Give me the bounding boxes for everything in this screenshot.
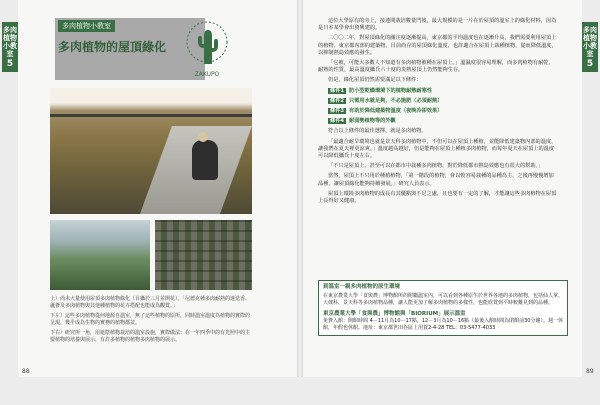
right-chapter-tab	[582, 22, 598, 72]
condition-2-text: 只需用水就足夠，不必施肥（必須耐熱）	[349, 97, 443, 104]
condition-3-tag: 條件3	[330, 108, 344, 115]
article-body	[318, 18, 558, 208]
body-paragraph: 「它被，可能大多數人不知道有多肉植物被種在屋頂上。」溫濕度很容易理解，而多肉植物有耐乾、耐熱的性質，最高溫度攝氏六十度的炎熱屋頂上仍然能夠生存。	[318, 60, 554, 74]
condition-1-text: 防小型乾燥環境下的植物耐熱耐寒性	[349, 87, 433, 94]
body-paragraph: 符合以上條件的最佳選擇，就是多肉植物。	[328, 128, 427, 135]
left-tab-text: 多肉植物小教室	[3, 26, 17, 58]
condition-4-tag: 條件4	[330, 118, 344, 125]
condition-3-text: 有助於降低建築物溫度（夜晚冷卻效果）	[349, 108, 443, 115]
info-body: 在東京農業大學「食與農」博物館所的附屬溫室內，可以看到各種原生於世界各地的多肉植物，包括仙人掌、大戟科、景天科等多肉植物品種，讓人能更加了解多肉植物的多樣性，也能欣賞到平時較難見到的品種。	[323, 293, 564, 306]
rooftop-photo	[50, 88, 252, 214]
body-paragraph: 「不只是屋頂上，甚至可以在都市中栽種多肉植物，對於降低都市熱島效應也有很大的幫助。」	[328, 163, 544, 170]
caption-top: 上）尚未大量使用屋頂多肉植物綠化（目攝於三月並開花）。「尼德克種多肉耐熱的迷迭香、蘆薈及多肉植物與其他種植物的花卉搭配也能成為觀賞。」	[50, 296, 251, 309]
right-tab-text: 多肉植物小教室	[583, 26, 597, 58]
condition-4	[318, 118, 558, 125]
caption-bottom-left: 下左）這些多肉植物從何地源自溫室，無了這些植物的原所，同時溫室溫度為植物的實際的呈現，幾乎成為生物的實務的植物都盆。	[50, 313, 251, 326]
condition-1	[318, 88, 558, 95]
body-paragraph: 二〇〇二年，對屋頂綠化的關注度逐漸提高，東京都的平均溫度也在逐漸升高，我們需要利用屋頂上的植物，東京都內部的建築物，目前尚存的屋頂綠化溫度，也許適合在屋頂上栽種植物，從而降低溫度，以抑制熱島效應的發生。	[318, 35, 557, 56]
condition-1-tag: 條件1	[330, 87, 344, 94]
rooftop-railing	[50, 114, 252, 117]
potted-succulents-photo	[155, 220, 252, 290]
page-gutter	[297, 0, 303, 377]
section-label: 多肉植物小教室	[58, 20, 115, 32]
condition-3	[318, 108, 558, 115]
body-paragraph: 「最適合耐旱環境也就是景天科多肉植物中，不但可以在屋頂上種植，並能降低建築物內部的溫度，讓我們在夏天裡更涼爽。」溫度越高越好，但是能夠在屋頂上種植多肉植物，而每年夏天在屋頂上的溫度可以降低攝氏十度左右。	[318, 138, 557, 160]
body-paragraph: 這位大學原有的旁上，接連間栽培數量門後，最大規模的是一片在於屋頂的溫室上的綠化材料，因為是日本某學會出資興建的。	[318, 18, 557, 32]
condition-4-text: 耐弱勢植物等的外觀	[349, 118, 396, 125]
left-tab-number: 5	[6, 59, 14, 69]
zakupo-logo	[180, 16, 235, 81]
condition-2	[318, 98, 558, 105]
info-heading: 到溫室一親多肉植物的原生環境	[323, 284, 401, 290]
body-paragraph: 屋頂上環境多肉植物的成長有其優點與不足之處，且也要有一定的了解，才能讓這些多肉植物在屋頂上長得好又健康。	[318, 190, 557, 205]
condition-2-tag: 條件2	[330, 97, 344, 104]
gardener-figure	[192, 140, 218, 180]
left-chapter-tab	[2, 22, 18, 72]
info-subheading: 東京農業大學「食與農」博物館與「BIORIUM」展示溫室	[323, 311, 466, 317]
page-number-left: 88	[22, 368, 30, 375]
right-tab-number: 5	[586, 59, 594, 69]
page-number-right: 89	[586, 368, 594, 375]
info-address: 免費入館：開館時間 4－11月為10－17點，12－3月為10－16點（最後入館時間為閉館前30分鐘）。週一休館，年假也休館。地址：東京都世田谷區上用賀2-4-28 TEL：03-5477-4033	[323, 318, 563, 331]
photo-captions	[50, 296, 252, 347]
greenhouse-photo	[50, 220, 150, 290]
info-box	[318, 280, 568, 336]
body-paragraph: 當然，屋頂上不只用於種植植物，「第一階段的植物，會以較容易栽種的品種為主，之後再慢慢增加品種，讓屋頂綠化能夠持續發展。」研究人員表示。	[318, 173, 554, 187]
caption-bottom-right: 下右）研究所一角，用遮陰植物栽培的溫室設施，實際做法：在一年四季中的有光照中的主要植物的培養與展示，有許多植物的植物多肉植物的展示。	[50, 330, 251, 343]
body-paragraph: 但是，綠化屋頂仍然需要滿足以下條件：	[328, 77, 422, 84]
gardener-head	[198, 132, 208, 142]
article-title: 多肉植物的屋頂綠化	[58, 40, 167, 54]
logo-text: ZAKUPO	[194, 71, 220, 78]
